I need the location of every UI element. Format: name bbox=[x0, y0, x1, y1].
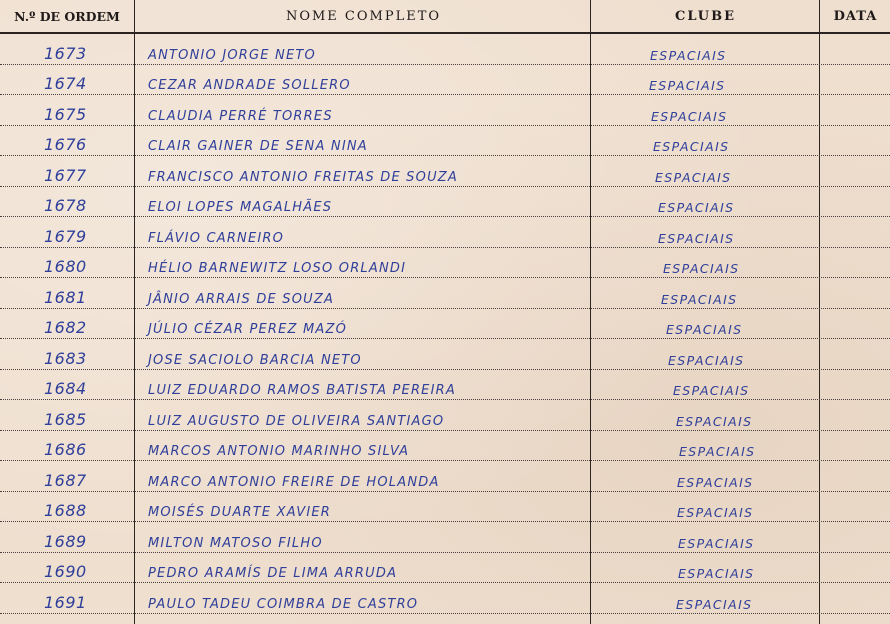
table-row bbox=[0, 400, 890, 431]
club-name: ESPACIAIS bbox=[673, 383, 750, 398]
ordem-number: 1684 bbox=[44, 379, 87, 398]
club-name: ESPACIAIS bbox=[658, 200, 735, 215]
table-row bbox=[0, 278, 890, 309]
club-name: ESPACIAIS bbox=[678, 566, 755, 581]
ordem-number: 1689 bbox=[44, 531, 87, 551]
club-name: ESPACIAIS bbox=[666, 322, 743, 337]
table-row bbox=[0, 126, 890, 157]
ordem-number: 1691 bbox=[44, 592, 87, 612]
table-row bbox=[0, 95, 890, 126]
table-row bbox=[0, 461, 890, 492]
ordem-number: 1690 bbox=[44, 562, 87, 581]
ordem-number: 1679 bbox=[44, 226, 87, 246]
full-name: ELOI LOPES MAGALHÃES bbox=[148, 200, 333, 215]
table-row bbox=[0, 217, 890, 248]
ordem-number: 1685 bbox=[44, 409, 87, 429]
club-name: ESPACIAIS bbox=[677, 474, 754, 490]
full-name: FRANCISCO ANTONIO FREITAS DE SOUZA bbox=[148, 169, 458, 185]
table-row bbox=[0, 248, 890, 279]
table-row bbox=[0, 156, 890, 187]
header-ordem: N.º DE ORDEM bbox=[14, 8, 120, 24]
ordem-number: 1674 bbox=[44, 74, 87, 93]
club-name: ESPACIAIS bbox=[663, 261, 740, 276]
club-name: ESPACIAIS bbox=[668, 352, 745, 368]
table-row bbox=[0, 492, 890, 523]
club-name: ESPACIAIS bbox=[677, 505, 754, 520]
club-name: ESPACIAIS bbox=[661, 291, 738, 307]
full-name: MARCOS ANTONIO MARINHO SILVA bbox=[148, 444, 410, 459]
table-row bbox=[0, 370, 890, 401]
full-name: JÂNIO ARRAIS DE SOUZA bbox=[148, 291, 335, 307]
table-row bbox=[0, 187, 890, 218]
table-row bbox=[0, 553, 890, 584]
club-name: ESPACIAIS bbox=[651, 108, 728, 124]
table-row bbox=[0, 583, 890, 614]
club-name: ESPACIAIS bbox=[649, 78, 726, 93]
table-row bbox=[0, 309, 890, 340]
ordem-number: 1675 bbox=[44, 104, 87, 124]
club-name: ESPACIAIS bbox=[658, 230, 735, 246]
ordem-number: 1673 bbox=[44, 43, 87, 63]
club-name: ESPACIAIS bbox=[653, 139, 730, 154]
ordem-number: 1681 bbox=[44, 287, 87, 307]
ordem-number: 1683 bbox=[44, 348, 87, 368]
full-name: CLAIR GAINER DE SENA NINA bbox=[148, 139, 368, 154]
table-row bbox=[0, 522, 890, 553]
header-clube: CLUBE bbox=[674, 8, 736, 24]
full-name: MOISÉS DUARTE XAVIER bbox=[148, 505, 331, 520]
full-name: PEDRO ARAMÍS DE LIMA ARRUDA bbox=[148, 566, 398, 581]
ordem-number: 1687 bbox=[44, 470, 87, 490]
full-name: CEZAR ANDRADE SOLLERO bbox=[148, 78, 351, 93]
header-data: DATA bbox=[833, 8, 878, 24]
club-name: ESPACIAIS bbox=[676, 596, 753, 612]
full-name: CLAUDIA PERRÉ TORRES bbox=[148, 108, 333, 124]
ordem-number: 1678 bbox=[44, 196, 87, 215]
full-name: JÚLIO CÉZAR PEREZ MAZÓ bbox=[148, 322, 348, 337]
header-nome-completo: NOME COMPLETO bbox=[285, 8, 442, 24]
ordem-number: 1688 bbox=[44, 501, 87, 520]
full-name: ANTONIO JORGE NETO bbox=[148, 47, 316, 63]
full-name: JOSE SACIOLO BARCIA NETO bbox=[148, 352, 362, 368]
full-name: FLÁVIO CARNEIRO bbox=[148, 230, 285, 246]
club-name: ESPACIAIS bbox=[678, 535, 755, 551]
table-row bbox=[0, 339, 890, 370]
full-name: MARCO ANTONIO FREIRE DE HOLANDA bbox=[148, 474, 440, 490]
club-name: ESPACIAIS bbox=[655, 169, 732, 185]
ordem-number: 1686 bbox=[44, 440, 87, 459]
club-name: ESPACIAIS bbox=[676, 413, 753, 429]
full-name: LUIZ EDUARDO RAMOS BATISTA PEREIRA bbox=[148, 383, 456, 398]
ordem-number: 1682 bbox=[44, 318, 87, 337]
club-name: ESPACIAIS bbox=[650, 47, 727, 63]
table-row bbox=[0, 65, 890, 96]
club-name: ESPACIAIS bbox=[679, 444, 756, 459]
full-name: MILTON MATOSO FILHO bbox=[148, 535, 323, 551]
table-row bbox=[0, 34, 890, 65]
ordem-number: 1680 bbox=[44, 257, 87, 276]
full-name: HÉLIO BARNEWITZ LOSO ORLANDI bbox=[148, 261, 407, 276]
ordem-number: 1677 bbox=[44, 165, 87, 185]
table-row bbox=[0, 431, 890, 462]
full-name: LUIZ AUGUSTO DE OLIVEIRA SANTIAGO bbox=[148, 413, 445, 429]
ordem-number: 1676 bbox=[44, 135, 87, 154]
full-name: PAULO TADEU COIMBRA DE CASTRO bbox=[148, 596, 419, 612]
